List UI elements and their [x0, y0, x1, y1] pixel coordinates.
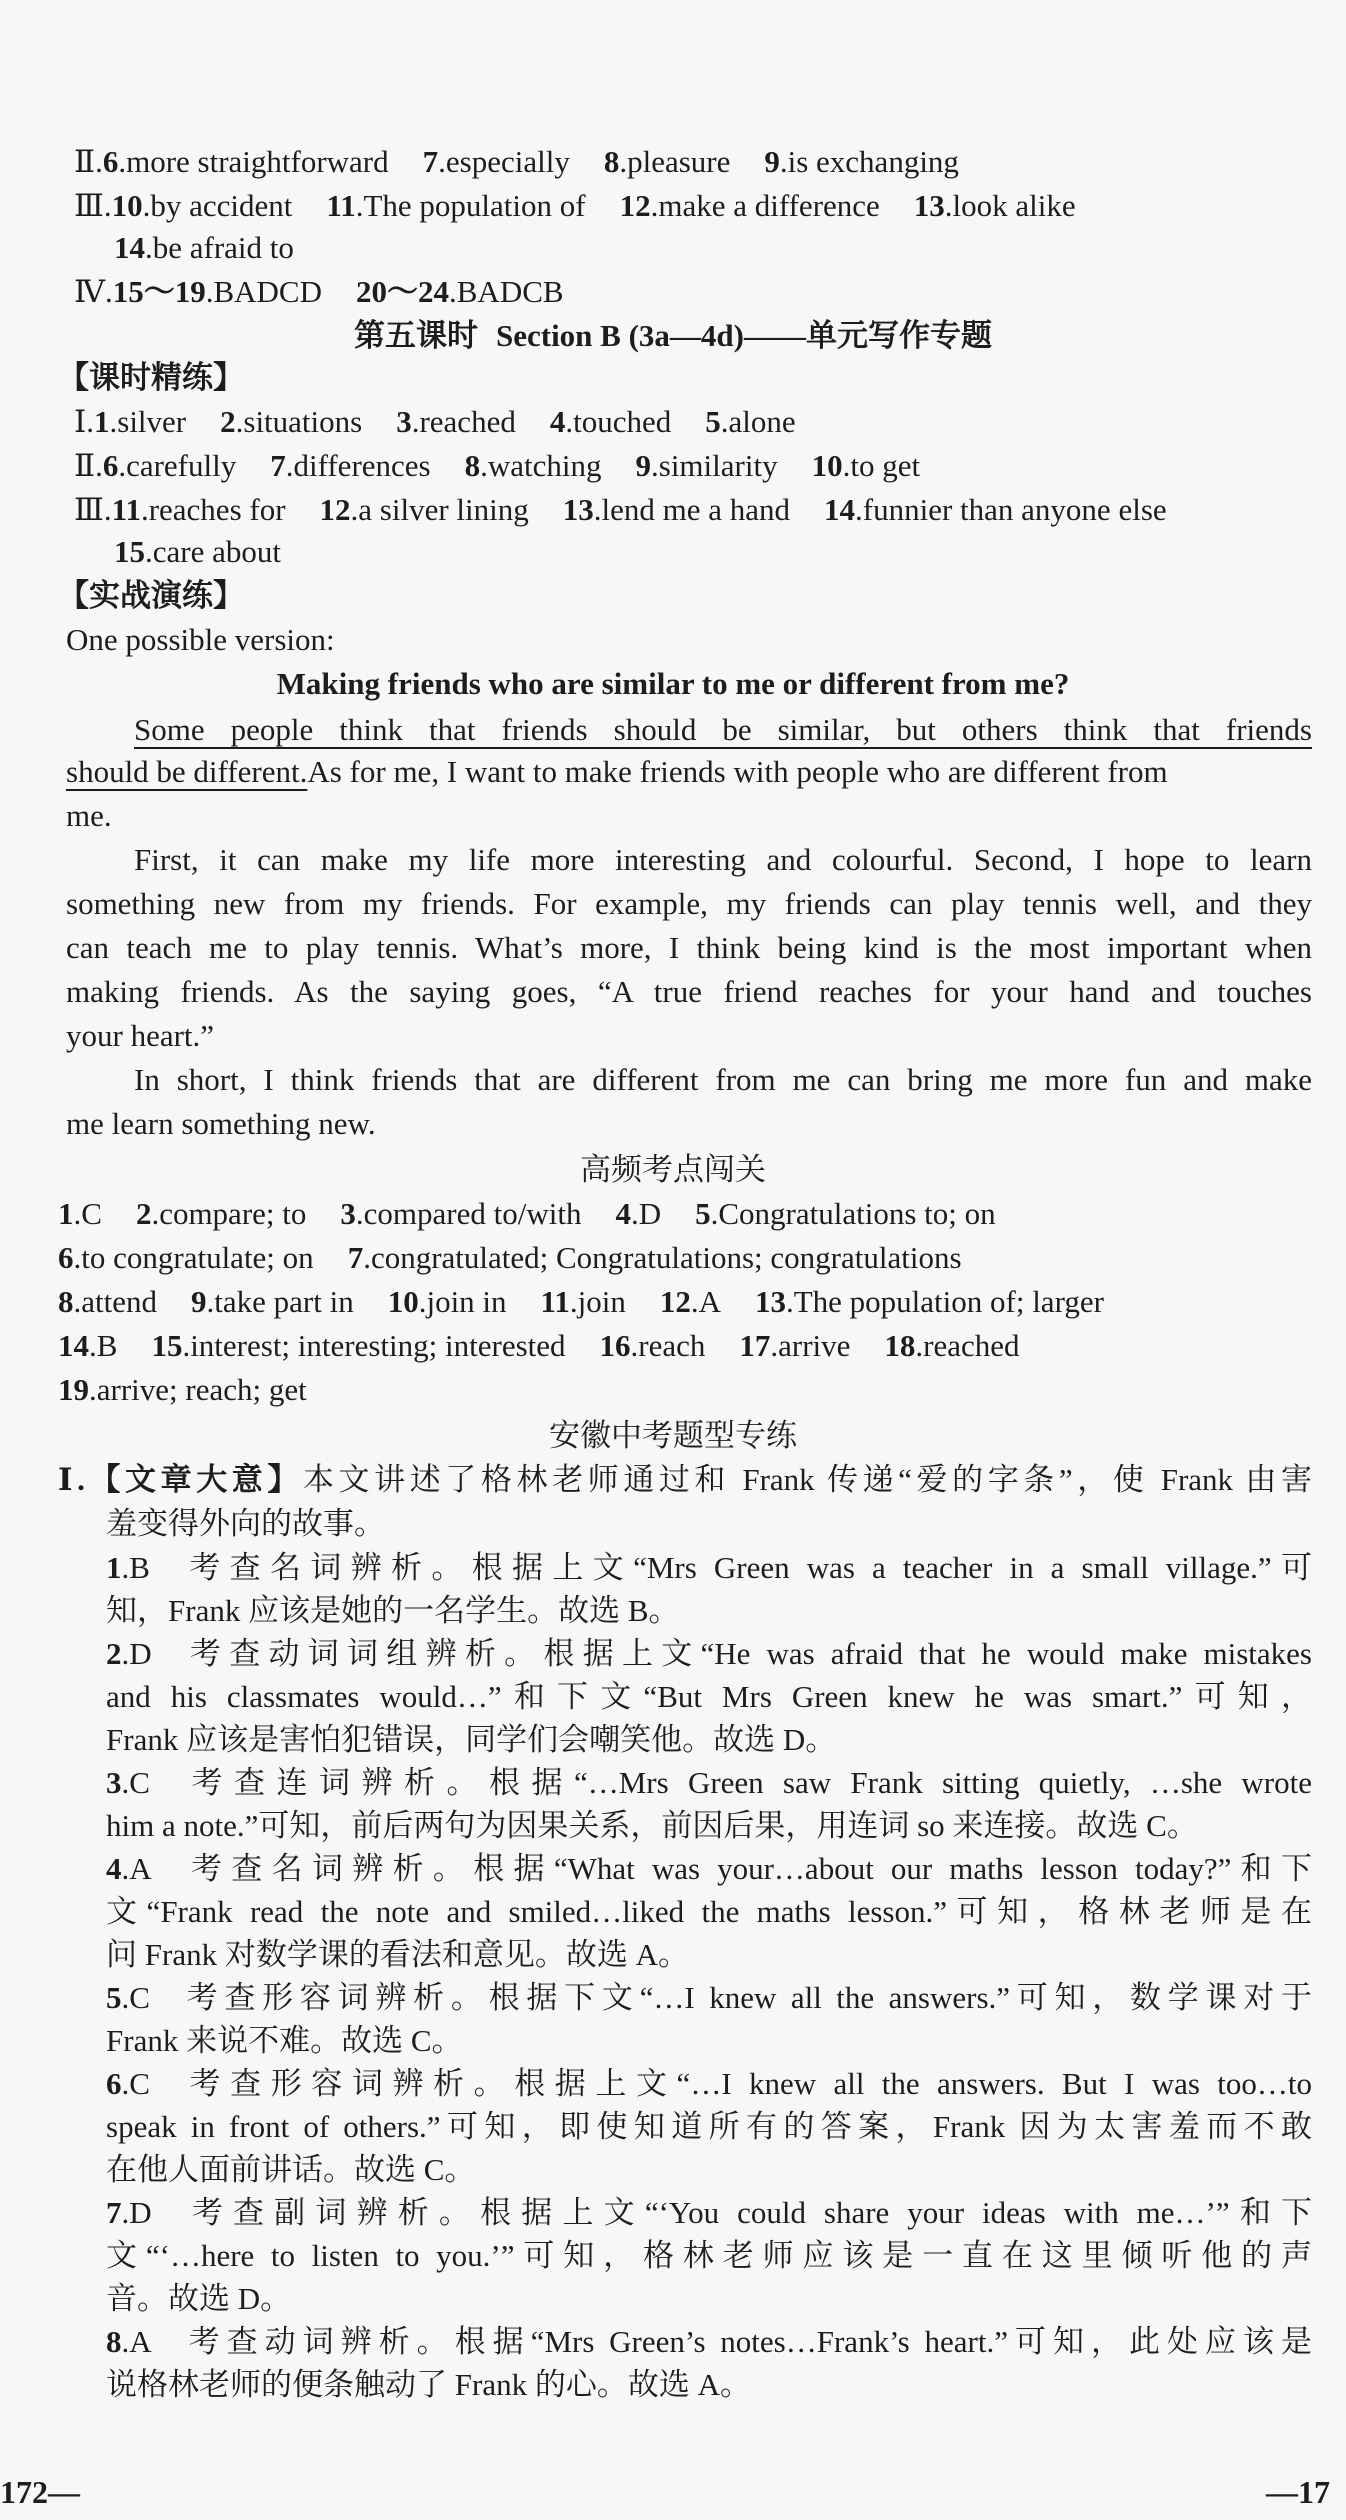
- essay-p2-line4: making friends. As the saying goes, “A true friend reaches for your hand and touches: [66, 974, 1312, 1009]
- item-text: 考查名词辨析。根据上文“Mrs Green was a teacher in a small village.”可: [179, 1550, 1312, 1585]
- essay-p2-line5: your heart.”: [66, 1018, 215, 1053]
- explanation-item-3-cont: him a note.”可知，前后两句为因果关系，前因后果，用连词 so 来连接。故选 C。: [106, 1808, 1198, 1843]
- essay-p3-line1: In short, I think friends that are different from me can bring me more fun and make: [134, 1062, 1312, 1097]
- item-number: 8: [106, 2324, 122, 2359]
- item-number: 1: [106, 1550, 122, 1585]
- explanation-item-5-cont: Frank 来说不难。故选 C。: [106, 2023, 463, 2058]
- item-answer: A: [129, 1851, 152, 1886]
- item-text: 考查名词辨析。根据“What was your…about our maths lesson today?”和下: [181, 1851, 1312, 1886]
- essay-intro: One possible version:: [66, 622, 335, 657]
- item-number: 3: [106, 1765, 122, 1800]
- item-answer: C: [129, 2066, 150, 2101]
- answer-row-III-cont: 14.be afraid to: [114, 230, 294, 265]
- practice-heading: 【课时精练】: [58, 360, 244, 395]
- essay-title: Making friends who are similar to me or different from me?: [276, 666, 1070, 701]
- explanation-item-4-cont: 文“Frank read the note and smiled…liked the maths lesson.”可知，格林老师是在: [106, 1894, 1312, 1929]
- explanation-item-2-cont: and his classmates would…”和下文“But Mrs Green knew he was smart.”可知，: [106, 1679, 1312, 1714]
- answer-row-IV: Ⅳ.15～19.BADCD 20～24.BADCB: [74, 274, 564, 309]
- explanation-item-7: 7.D 考查副词辨析。根据上文“‘You could share your ideas with me…’”和下: [106, 2195, 1312, 2230]
- essay-p2-line2: something new from my friends. For example, my friends can play tennis well, and they: [66, 886, 1312, 921]
- item-answer: C: [129, 1980, 150, 2015]
- ah-summary-line2: 羞变得外向的故事。: [106, 1506, 385, 1541]
- page-number-right: —17: [1266, 2474, 1330, 2510]
- item-answer: B: [129, 1550, 150, 1585]
- hf-row-4: 14.B 15.interest; interesting; interested 16.reach 17.arrive 18.reached: [58, 1328, 1020, 1363]
- item-text: 考查形容词辨析。根据上文“…I knew all the answers. But I was too…to: [179, 2066, 1312, 2101]
- item-answer: D: [129, 1636, 152, 1671]
- explanation-item-8: 8.A 考查动词辨析。根据“Mrs Green’s notes…Frank’s heart.”可知，此处应该是: [106, 2324, 1312, 2359]
- explanation-item-1-cont: 知，Frank 应该是她的一名学生。故选 B。: [106, 1593, 680, 1628]
- essay-p1-line3: me.: [66, 798, 112, 833]
- explanation-item-6-cont: 在他人面前讲话。故选 C。: [106, 2152, 476, 2187]
- explanation-item-4: 4.A 考查名词辨析。根据“What was your…about our maths lesson today?”和下: [106, 1851, 1312, 1886]
- answer-row-III: Ⅲ.10.by accident 11.The population of 12.make a difference 13.look alike: [74, 188, 1076, 223]
- answer-row-II: Ⅱ.6.more straightforward 7.especially 8.pleasure 9.is exchanging: [74, 144, 959, 179]
- item-answer: A: [129, 2324, 152, 2359]
- explanation-item-3: 3.C 考查连词辨析。根据“…Mrs Green saw Frank sitting quietly, …she wrote: [106, 1765, 1312, 1800]
- item-text: 考查动词词组辨析。根据上文“He was afraid that he would make mistakes: [181, 1636, 1312, 1671]
- essay-p1-line2: should be different.As for me, I want to make friends with people who are different from: [66, 754, 1168, 789]
- item-number: 6: [106, 2066, 122, 2101]
- explanation-item-2: 2.D 考查动词词组辨析。根据上文“He was afraid that he would make mistakes: [106, 1636, 1312, 1671]
- item-number: 2: [106, 1636, 122, 1671]
- essay-p3-line2: me learn something new.: [66, 1106, 376, 1141]
- practice-row-II: Ⅱ.6.carefully 7.differences 8.watching 9.similarity 10.to get: [74, 448, 921, 483]
- item-answer: D: [129, 2195, 152, 2230]
- explanation-item-6-cont: speak in front of others.”可知，即使知道所有的答案，Frank 因为太害羞而不敢: [106, 2109, 1312, 2144]
- explanation-item-5: 5.C 考查形容词辨析。根据下文“…I knew all the answers.”可知，数学课对于: [106, 1980, 1312, 2015]
- item-text: 考查形容词辨析。根据下文“…I knew all the answers.”可知，数学课对于: [179, 1980, 1312, 2015]
- explanation-item-1: 1.B 考查名词辨析。根据上文“Mrs Green was a teacher in a small village.”可: [106, 1550, 1312, 1585]
- ah-heading: 安徽中考题型专练: [549, 1418, 797, 1453]
- combat-heading: 【实战演练】: [58, 578, 244, 613]
- item-number: 7: [106, 2195, 122, 2230]
- explanation-item-2-cont: Frank 应该是害怕犯错误，同学们会嘲笑他。故选 D。: [106, 1722, 837, 1757]
- practice-row-III-cont: 15.care about: [114, 534, 281, 569]
- explanation-item-7-cont: 音。故选 D。: [106, 2281, 292, 2316]
- item-text: 考查连词辨析。根据“…Mrs Green saw Frank sitting quietly, …she wrote: [179, 1765, 1312, 1800]
- item-number: 4: [106, 1851, 122, 1886]
- item-text: 考查副词辨析。根据上文“‘You could share your ideas with me…’”和下: [181, 2195, 1312, 2230]
- essay-p2-line3: can teach me to play tennis. What’s more, I think being kind is the most important when: [66, 930, 1312, 965]
- page-number-left: 172—: [0, 2474, 80, 2510]
- practice-row-I: Ⅰ.1.silver 2.situations 3.reached 4.touched 5.alone: [74, 404, 796, 439]
- essay-p1-line1: Some people think that friends should be similar, but others think that friends: [134, 712, 1312, 747]
- hf-row-1: 1.C 2.compare; to 3.compared to/with 4.D 5.Congratulations to; on: [58, 1196, 996, 1231]
- hf-heading: 高频考点闯关: [580, 1152, 766, 1187]
- hf-row-5: 19.arrive; reach; get: [58, 1372, 307, 1407]
- item-text: 考查动词辨析。根据“Mrs Green’s notes…Frank’s heart.”可知，此处应该是: [181, 2324, 1312, 2359]
- lesson-title: 第五课时 Section B (3a—4d)——单元写作专题: [353, 318, 992, 353]
- essay-p2-line1: First, it can make my life more interesting and colourful. Second, I hope to learn: [134, 842, 1312, 877]
- explanation-item-7-cont: 文“‘…here to listen to you.’”可知，格林老师应该是一直在这里倾听他的声: [106, 2238, 1312, 2273]
- explanation-item-4-cont: 问 Frank 对数学课的看法和意见。故选 A。: [106, 1937, 689, 1972]
- ah-summary-line1: Ⅰ.【文章大意】本文讲述了格林老师通过和 Frank 传递“爱的字条”，使 Frank 由害: [58, 1462, 1312, 1497]
- item-number: 5: [106, 1980, 122, 2015]
- practice-row-III: Ⅲ.11.reaches for 12.a silver lining 13.lend me a hand 14.funnier than anyone else: [74, 492, 1167, 527]
- explanation-item-6: 6.C 考查形容词辨析。根据上文“…I knew all the answers. But I was too…to: [106, 2066, 1312, 2101]
- item-answer: C: [129, 1765, 150, 1800]
- hf-row-2: 6.to congratulate; on 7.congratulated; Congratulations; congratulations: [58, 1240, 962, 1275]
- explanation-item-8-cont: 说格林老师的便条触动了 Frank 的心。故选 A。: [106, 2367, 751, 2402]
- hf-row-3: 8.attend 9.take part in 10.join in 11.join 12.A 13.The population of; larger: [58, 1284, 1104, 1319]
